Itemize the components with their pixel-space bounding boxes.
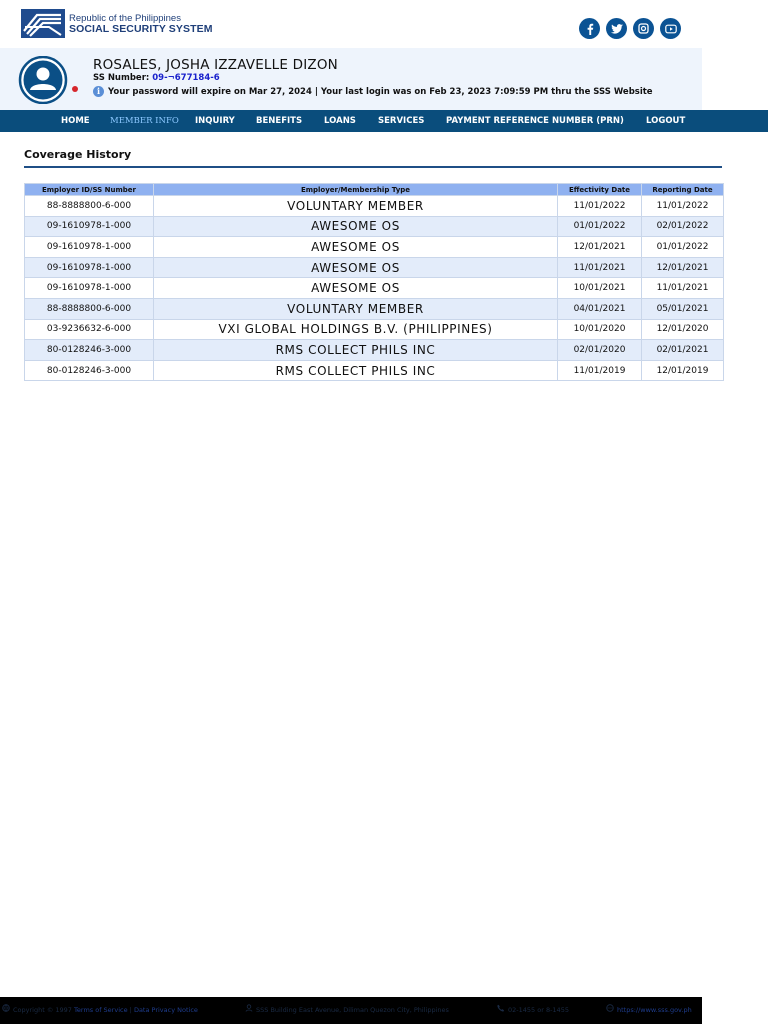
- cell-employer-id: 80-0128246-3-000: [25, 340, 154, 361]
- table-row: [25, 360, 724, 381]
- ss-number-value: 09-¬677184-6: [152, 73, 220, 83]
- cell-employer-id: 09-1610978-1-000: [25, 257, 154, 278]
- phone-icon: [497, 997, 505, 1024]
- cell-effectivity-date: 12/01/2021: [558, 237, 642, 258]
- cell-reporting-date: 12/01/2020: [642, 319, 724, 340]
- cell-reporting-date: 02/01/2022: [642, 216, 724, 237]
- cell-membership-type: AWESOME OS: [154, 237, 558, 258]
- footer-copyright: Copyright © 1997: [13, 1006, 72, 1014]
- footer-copyright-group: [2, 997, 198, 1024]
- nav-services[interactable]: SERVICES: [378, 116, 425, 126]
- privacy-link[interactable]: Data Privacy Notice: [133, 1006, 198, 1014]
- table-header-row: [25, 184, 724, 196]
- nav-home[interactable]: HOME: [61, 116, 90, 126]
- ss-number-label: SS Number:: [93, 73, 150, 83]
- youtube-icon[interactable]: [660, 18, 681, 39]
- facebook-icon[interactable]: [579, 18, 600, 39]
- cell-membership-type: VOLUNTARY MEMBER: [154, 298, 558, 319]
- website-link[interactable]: https://www.sss.gov.ph: [617, 1006, 692, 1014]
- cell-membership-type: VXI GLOBAL HOLDINGS B.V. (PHILIPPINES): [154, 319, 558, 340]
- table-row: [25, 196, 724, 217]
- cell-reporting-date: 01/01/2022: [642, 237, 724, 258]
- table-row: [25, 278, 724, 299]
- table-row: [25, 216, 724, 237]
- sss-logo-mark: [21, 9, 65, 38]
- table-row: [25, 237, 724, 258]
- cell-membership-type: RMS COLLECT PHILS INC: [154, 340, 558, 361]
- col-membership-type: Employer/Membership Type: [154, 184, 558, 196]
- sss-logo[interactable]: [21, 9, 65, 38]
- cell-effectivity-date: 01/01/2022: [558, 216, 642, 237]
- table-row: [25, 340, 724, 361]
- page-title: Coverage History: [24, 148, 132, 161]
- cell-effectivity-date: 02/01/2020: [558, 340, 642, 361]
- footer-address-group: [245, 997, 449, 1024]
- cell-employer-id: 09-1610978-1-000: [25, 216, 154, 237]
- cell-reporting-date: 11/01/2021: [642, 278, 724, 299]
- site-footer: [0, 997, 702, 1024]
- cell-membership-type: AWESOME OS: [154, 257, 558, 278]
- col-employer-id: Employer ID/SS Number: [25, 184, 154, 196]
- main-nav: [0, 110, 768, 132]
- footer-phone: 02-1455 or 8-1455: [508, 1006, 569, 1014]
- twitter-icon[interactable]: [606, 18, 627, 39]
- cell-membership-type: AWESOME OS: [154, 278, 558, 299]
- member-name: ROSALES, JOSHA IZZAVELLE DIZON: [93, 57, 338, 73]
- location-icon: [245, 997, 253, 1024]
- table-row: [25, 298, 724, 319]
- cell-employer-id: 88-8888800-6-000: [25, 298, 154, 319]
- status-dot: [72, 86, 78, 92]
- cell-effectivity-date: 11/01/2019: [558, 360, 642, 381]
- cell-employer-id: 09-1610978-1-000: [25, 237, 154, 258]
- brand-line1: Republic of the Philippines: [69, 13, 181, 24]
- instagram-icon[interactable]: [633, 18, 654, 39]
- brand-line2: SOCIAL SECURITY SYSTEM: [69, 23, 213, 35]
- ss-number-row: [93, 73, 220, 83]
- cell-employer-id: 88-8888800-6-000: [25, 196, 154, 217]
- cell-employer-id: 09-1610978-1-000: [25, 278, 154, 299]
- terms-link[interactable]: Terms of Service: [74, 1006, 128, 1014]
- nav-logout[interactable]: LOGOUT: [646, 116, 686, 126]
- avatar[interactable]: [15, 56, 72, 104]
- brand-text: [69, 13, 213, 35]
- footer-website-group: [606, 997, 692, 1024]
- cell-effectivity-date: 10/01/2021: [558, 278, 642, 299]
- nav-loans[interactable]: LOANS: [324, 116, 356, 126]
- footer-address: SSS Building East Avenue, Diliman Quezon City, Philippines: [256, 1006, 449, 1014]
- cell-reporting-date: 12/01/2019: [642, 360, 724, 381]
- cell-reporting-date: 02/01/2021: [642, 340, 724, 361]
- cell-effectivity-date: 04/01/2021: [558, 298, 642, 319]
- cell-effectivity-date: 10/01/2020: [558, 319, 642, 340]
- globe-icon: [2, 997, 10, 1024]
- cell-reporting-date: 11/01/2022: [642, 196, 724, 217]
- nav-inquiry[interactable]: INQUIRY: [195, 116, 235, 126]
- nav-prn[interactable]: PAYMENT REFERENCE NUMBER (PRN): [446, 116, 624, 126]
- cell-employer-id: 03-9236632-6-000: [25, 319, 154, 340]
- cell-membership-type: AWESOME OS: [154, 216, 558, 237]
- site-header: [0, 0, 702, 48]
- cell-membership-type: RMS COLLECT PHILS INC: [154, 360, 558, 381]
- table-row: [25, 257, 724, 278]
- col-reporting-date: Reporting Date: [642, 184, 724, 196]
- cell-effectivity-date: 11/01/2021: [558, 257, 642, 278]
- login-info-row: [93, 86, 653, 97]
- login-info-text: Your password will expire on Mar 27, 2024 | Your last login was on Feb 23, 2023 7:09:59 PM thru the SSS Website: [108, 86, 653, 97]
- footer-phone-group: [497, 997, 569, 1024]
- col-effectivity-date: Effectivity Date: [558, 184, 642, 196]
- web-icon: [606, 997, 614, 1024]
- table-row: [25, 319, 724, 340]
- cell-reporting-date: 12/01/2021: [642, 257, 724, 278]
- cell-effectivity-date: 11/01/2022: [558, 196, 642, 217]
- info-icon: i: [93, 86, 104, 97]
- title-divider: [24, 166, 722, 168]
- nav-benefits[interactable]: BENEFITS: [256, 116, 303, 126]
- nav-member-info[interactable]: MEMBER INFO: [110, 116, 179, 126]
- coverage-table: [24, 183, 724, 381]
- cell-membership-type: VOLUNTARY MEMBER: [154, 196, 558, 217]
- footer-separator: |: [129, 1006, 132, 1014]
- cell-employer-id: 80-0128246-3-000: [25, 360, 154, 381]
- cell-reporting-date: 05/01/2021: [642, 298, 724, 319]
